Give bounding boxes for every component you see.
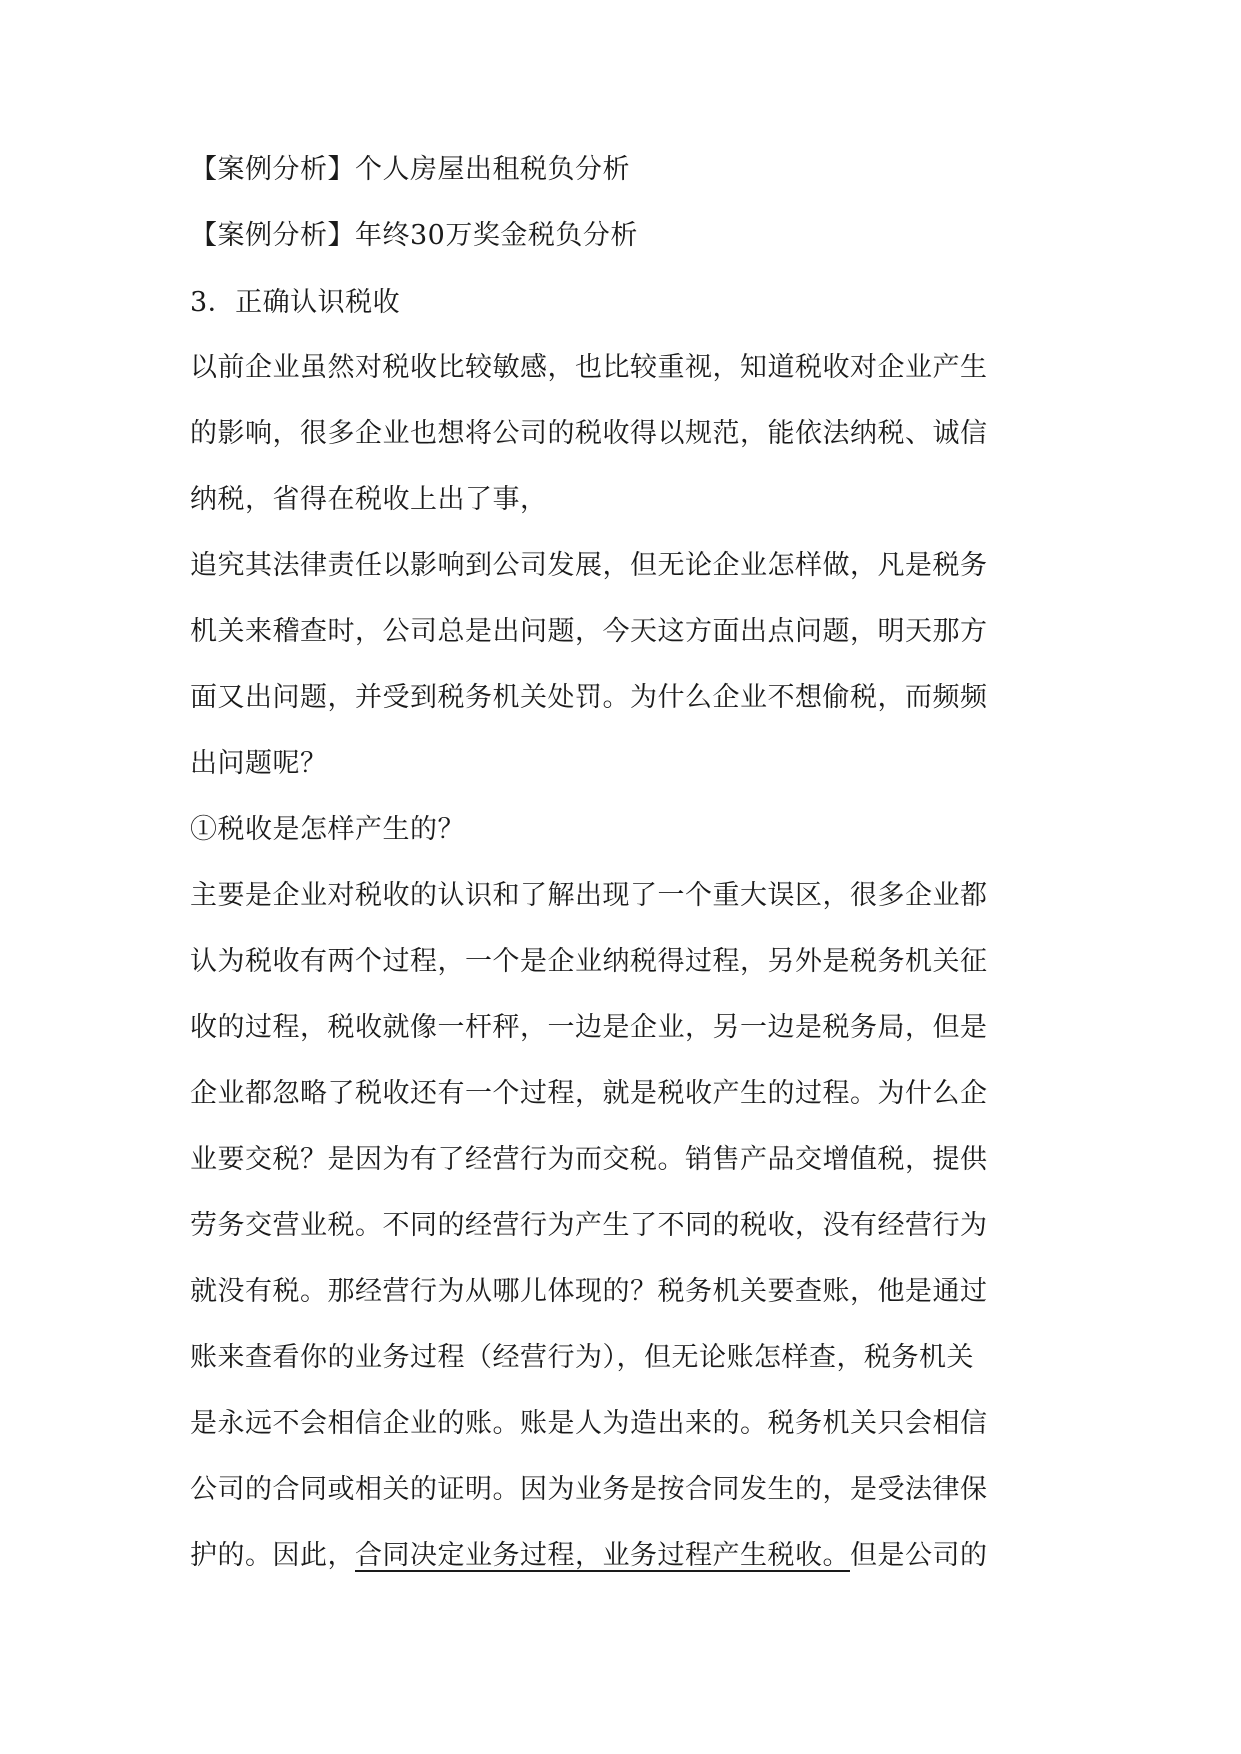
underlined-key-sentence: 合同决定业务过程，业务过程产生税收。 xyxy=(355,1540,850,1571)
paragraph-line: 的影响，很多企业也想将公司的税收得以规范，能依法纳税、诚信 xyxy=(190,418,988,449)
paragraph-line: 认为税收有两个过程，一个是企业纳税得过程，另外是税务机关征 xyxy=(190,946,988,977)
paragraph-line: 出问题呢？ xyxy=(190,748,328,779)
paragraph-line: 业要交税？是因为有了经营行为而交税。销售产品交增值税，提供 xyxy=(190,1144,988,1175)
paragraph-last-line xyxy=(190,1538,988,1574)
subsection-heading: ①税收是怎样产生的？ xyxy=(190,814,465,845)
text-after: 但是公司的 xyxy=(850,1540,988,1571)
paragraph-line: 账来查看你的业务过程（经营行为），但无论账怎样查，税务机关 xyxy=(190,1342,974,1373)
paragraph-line: 就没有税。那经营行为从哪儿体现的？税务机关要查账，他是通过 xyxy=(190,1276,988,1307)
paragraph-line: 收的过程，税收就像一杆秤，一边是企业，另一边是税务局，但是 xyxy=(190,1012,988,1043)
paragraph-line: 以前企业虽然对税收比较敏感，也比较重视，知道税收对企业产生 xyxy=(190,352,988,383)
paragraph-line: 面又出问题，并受到税务机关处罚。为什么企业不想偷税，而频频 xyxy=(190,682,988,713)
paragraph-line: 追究其法律责任以影响到公司发展，但无论企业怎样做，凡是税务 xyxy=(190,550,988,581)
paragraph-line: 是永远不会相信企业的账。账是人为造出来的。税务机关只会相信 xyxy=(190,1408,988,1439)
paragraph-line: 机关来稽查时，公司总是出问题，今天这方面出点问题，明天那方 xyxy=(190,616,988,647)
paragraph-line: 主要是企业对税收的认识和了解出现了一个重大误区，很多企业都 xyxy=(190,880,988,911)
paragraph-line: 劳务交营业税。不同的经营行为产生了不同的税收，没有经营行为 xyxy=(190,1210,988,1241)
paragraph-line: 企业都忽略了税收还有一个过程，就是税收产生的过程。为什么企 xyxy=(190,1078,988,1109)
text-before: 护的。因此， xyxy=(190,1540,355,1571)
paragraph-line: 纳税，省得在税收上出了事， xyxy=(190,484,548,515)
section-heading: 3．正确认识税收 xyxy=(190,287,401,318)
case-heading-rental: 【案例分析】个人房屋出租税负分析 xyxy=(190,154,630,185)
case-heading-bonus: 【案例分析】年终30万奖金税负分析 xyxy=(190,220,638,251)
paragraph-line: 公司的合同或相关的证明。因为业务是按合同发生的，是受法律保 xyxy=(190,1474,988,1505)
